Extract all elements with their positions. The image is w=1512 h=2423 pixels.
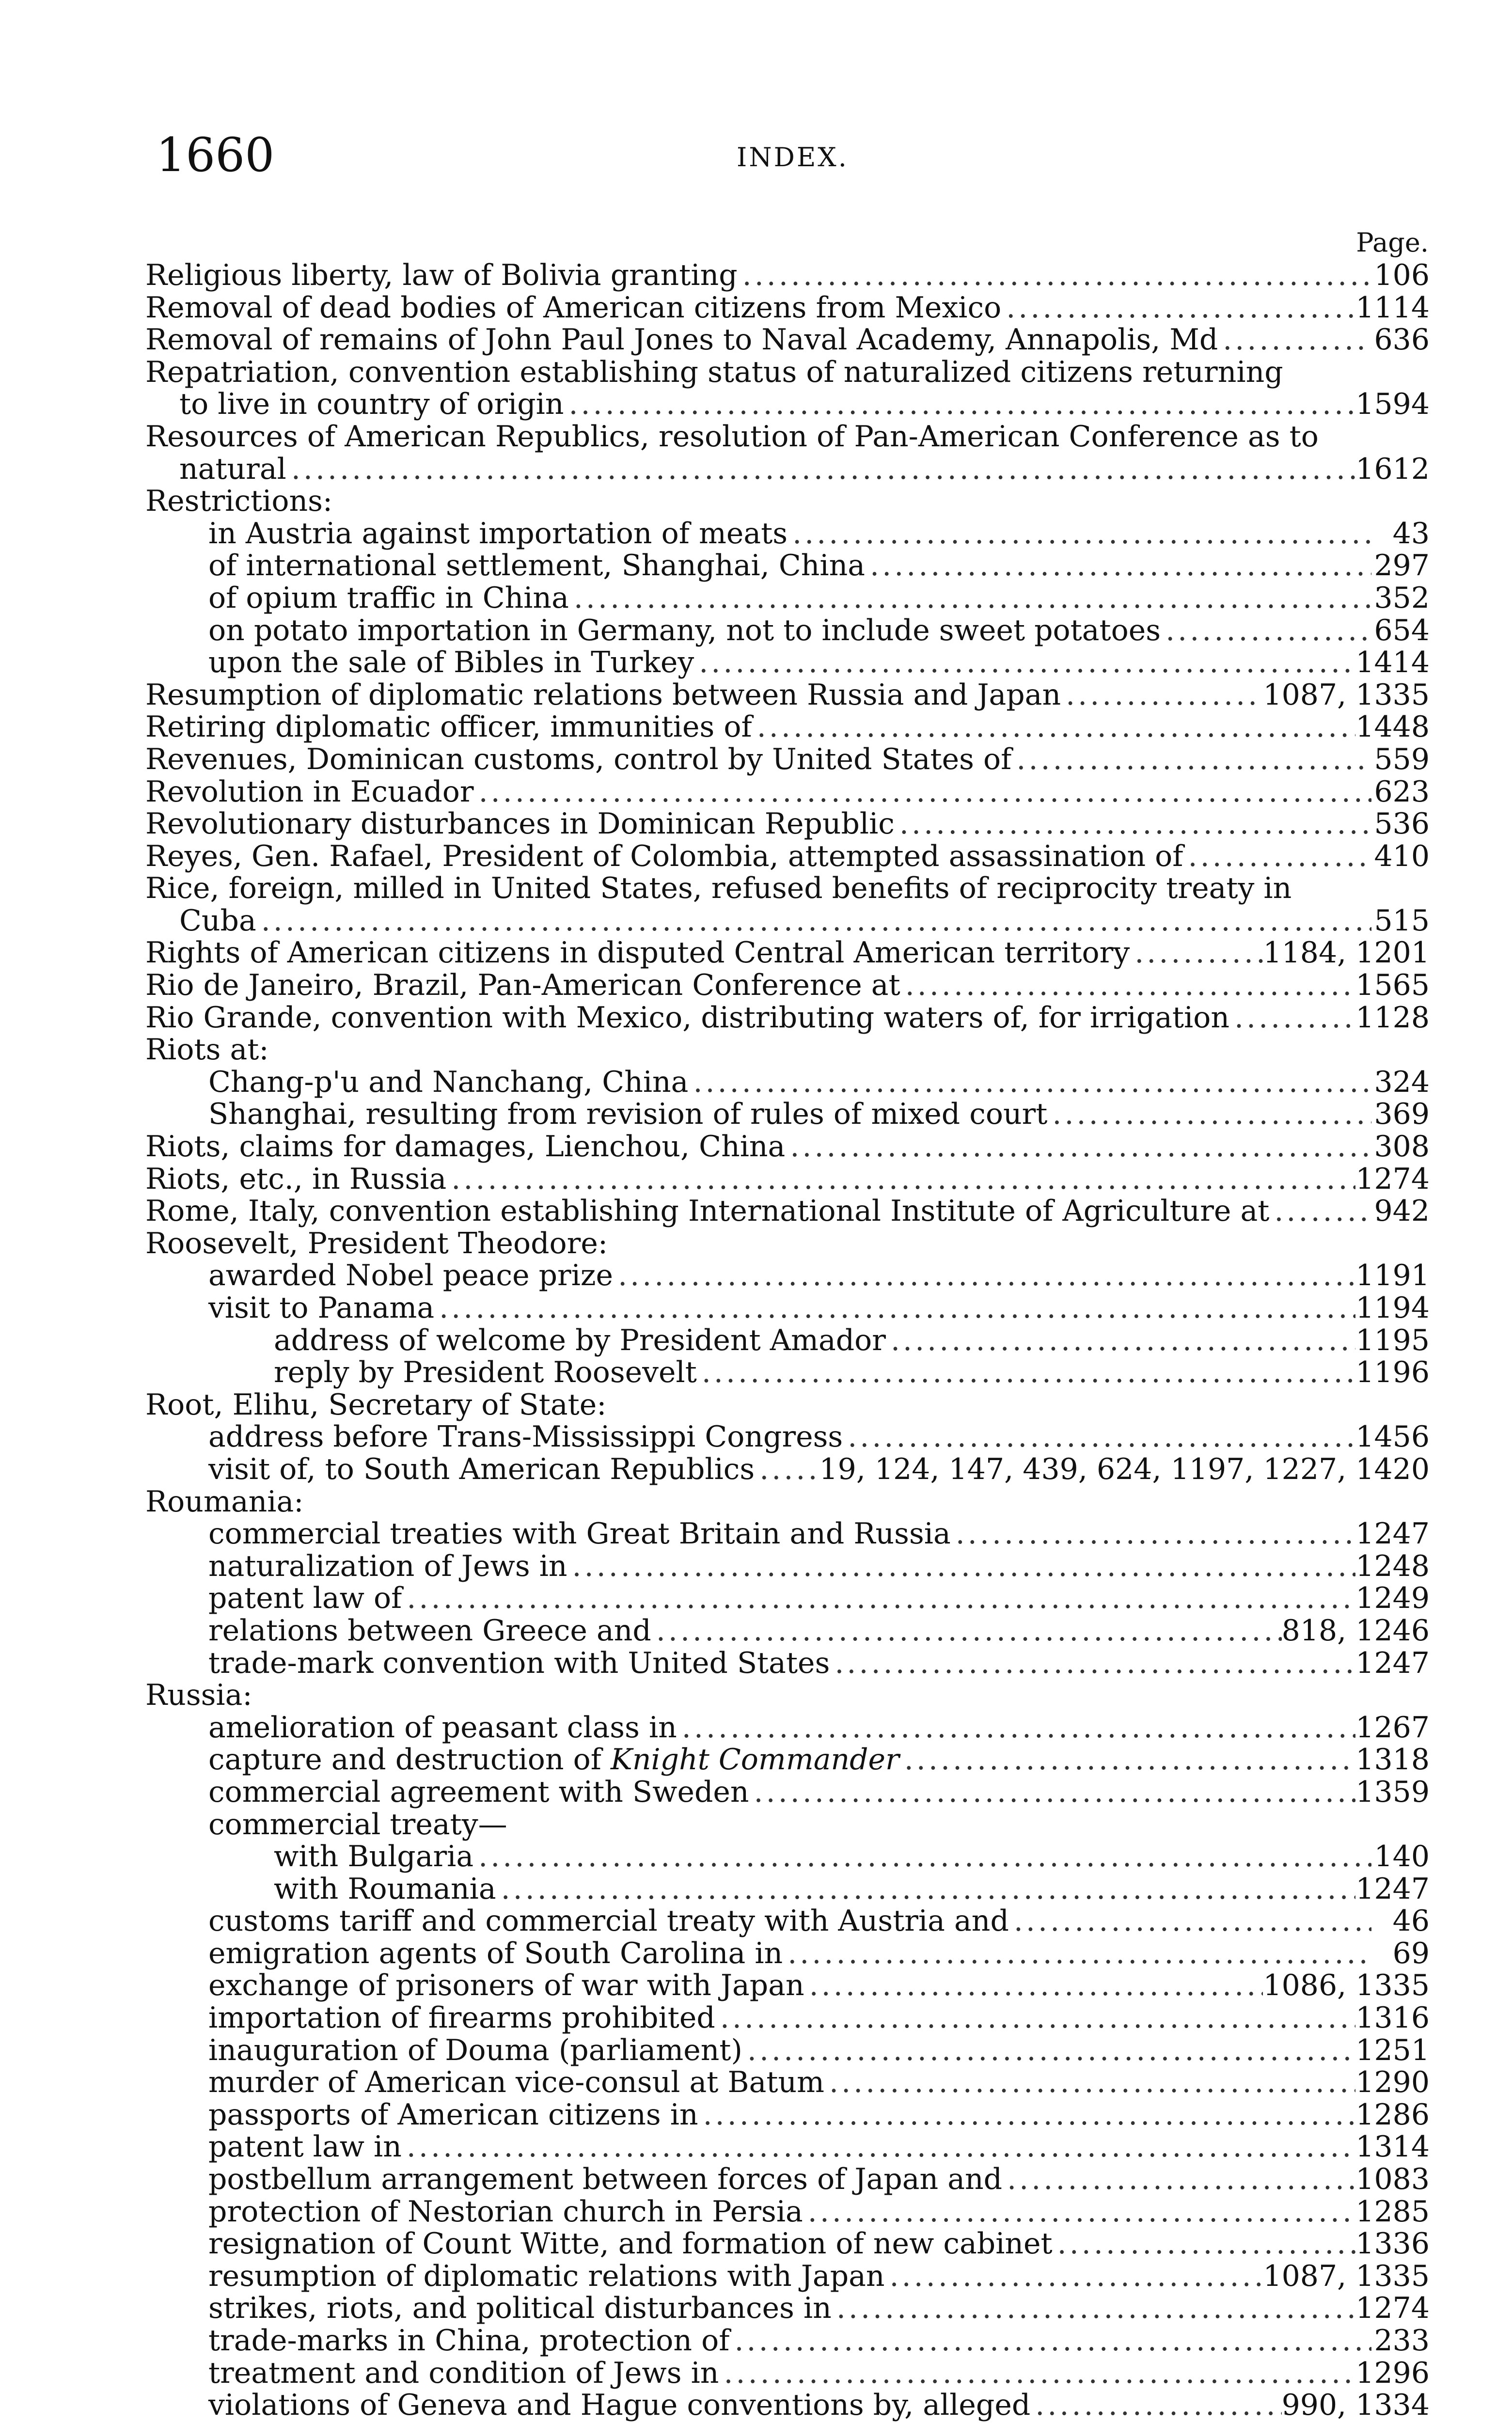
index-subentry: [145, 1582, 1430, 1615]
leader-dots: [895, 808, 1371, 840]
entry-text: Resources of American Republics, resolution of Pan-American Conference as to: [145, 419, 1319, 454]
index-subentry: [145, 646, 1430, 679]
entry-pages: 1184, 1201: [1263, 936, 1430, 970]
index-entry: [145, 840, 1430, 873]
leader-dots: [651, 1615, 1282, 1647]
index-subentry: [145, 2066, 1430, 2099]
page-number: 1660: [156, 128, 275, 182]
ship-name-italic: Knight Commander: [611, 1743, 899, 1777]
index-subentry: [145, 582, 1430, 614]
entry-pages: 1083: [1355, 2162, 1430, 2197]
entry-text: Riots, etc., in Russia: [145, 1162, 447, 1196]
entry-text: trade-marks in China, protection of: [208, 2324, 730, 2358]
index-subentry: [145, 1776, 1430, 1809]
index-entry: [145, 259, 1430, 292]
entry-pages: 1195: [1355, 1323, 1430, 1357]
index-heading: [145, 1227, 1430, 1260]
index-subentry: [145, 1647, 1430, 1680]
leader-dots: [446, 1163, 1355, 1196]
index-heading: [145, 1034, 1430, 1066]
entry-pages: 990, 1334: [1281, 2388, 1430, 2423]
entry-text: exchange of prisoners of war with Japan: [208, 1968, 804, 2003]
index-subentry: [145, 518, 1430, 550]
entry-text: upon the sale of Bibles in Turkey: [208, 645, 694, 680]
leader-dots: [286, 453, 1355, 486]
leader-dots: [783, 1937, 1371, 1970]
entry-text: Rights of American citizens in disputed Central American territory: [145, 936, 1130, 970]
entry-pages: 1128: [1355, 1000, 1430, 1035]
entry-continuation: Cuba: [179, 903, 256, 938]
entry-pages: 1359: [1355, 1775, 1430, 1809]
leader-dots: [1061, 679, 1263, 711]
entry-text: emigration agents of South Carolina in: [208, 1936, 783, 1970]
leader-dots: [951, 1518, 1356, 1550]
index-subentry: [145, 2196, 1430, 2228]
index-subentry: [145, 1550, 1430, 1583]
entry-pages: 1336: [1355, 2227, 1430, 2261]
entry-pages: 1251: [1355, 2033, 1430, 2067]
entry-text: passports of American citizens in: [208, 2097, 698, 2132]
entry-pages: 69: [1392, 1936, 1430, 1970]
entry-pages: 536: [1374, 807, 1430, 841]
heading-text: Russia:: [145, 1678, 252, 1713]
index-subentry: [145, 2260, 1430, 2293]
index-entry: [145, 776, 1430, 808]
index-subentry: [145, 1066, 1430, 1099]
entry-continuation: natural: [179, 452, 286, 486]
leader-dots: [677, 1712, 1356, 1744]
entry-pages: 308: [1374, 1130, 1430, 1164]
entry-text: Retiring diplomatic officer, immunities of: [145, 710, 752, 744]
entry-pages: 1612: [1355, 452, 1430, 486]
entry-pages: 1456: [1355, 1420, 1430, 1454]
entry-pages: 140: [1374, 1840, 1430, 1874]
index-subsubentry: [145, 1324, 1430, 1357]
page-column-label: Page.: [1356, 227, 1429, 258]
entry-text: with Bulgaria: [274, 1840, 474, 1874]
leader-dots: [697, 1356, 1355, 1389]
entry-text: Rice, foreign, milled in United States, refused benefits of reciprocity treaty in: [145, 871, 1292, 906]
leader-dots: [1053, 2228, 1356, 2260]
index-subentry: [145, 1259, 1430, 1292]
entry-pages: 410: [1374, 839, 1430, 873]
entry-text-roman: capture and destruction of: [208, 1743, 601, 1777]
leader-dots: [804, 1969, 1263, 2002]
index-entry: [145, 872, 1430, 937]
leader-dots: [402, 1582, 1355, 1615]
index-subentry: [145, 1969, 1430, 2002]
leader-dots: [715, 2002, 1355, 2034]
entry-text: postbellum arrangement between forces of Japan and: [208, 2162, 1003, 2197]
index-entry: [145, 937, 1430, 969]
entry-text: protection of Nestorian church in Persia: [208, 2194, 803, 2229]
entry-pages: 942: [1374, 1194, 1430, 1228]
heading-text: Restrictions:: [145, 484, 333, 519]
entry-text: Chang-p'u and Nanchang, China: [208, 1065, 689, 1099]
index-entry: [145, 421, 1430, 485]
entry-text: naturalization of Jews in: [208, 1549, 567, 1583]
index-subentry: [145, 550, 1430, 582]
entry-pages: 623: [1374, 774, 1430, 809]
entry-text: Removal of remains of John Paul Jones to Naval Academy, Annapolis, Md: [145, 323, 1218, 357]
entry-text: commercial agreement with Sweden: [208, 1775, 749, 1809]
index-subentry: [145, 2357, 1430, 2390]
entry-pages: 636: [1374, 323, 1430, 357]
index-subentry: [145, 2228, 1430, 2260]
entry-pages: 1087, 1335: [1263, 677, 1430, 712]
entry-text: Rome, Italy, convention establishing International Institute of Agriculture at: [145, 1194, 1270, 1228]
leader-dots: [788, 518, 1371, 550]
index-subentry: [145, 1937, 1430, 1970]
entry-pages: 1290: [1355, 2065, 1430, 2100]
entry-text: Repatriation, convention establishing status of naturalized citizens returning: [145, 355, 1283, 389]
entry-text: strikes, riots, and political disturbances in: [208, 2291, 832, 2326]
heading-text: Roosevelt, President Theodore:: [145, 1226, 608, 1260]
leader-dots: [569, 582, 1371, 614]
index-subentry: [145, 1421, 1430, 1453]
leader-dots: [824, 2066, 1355, 2099]
index-heading: [145, 1679, 1430, 1712]
entry-text: amelioration of peasant class in: [208, 1710, 677, 1745]
index-entry: [145, 969, 1430, 1002]
entry-pages: 1247: [1355, 1872, 1430, 1906]
entry-pages: 1191: [1355, 1259, 1430, 1293]
leader-dots: [1161, 614, 1371, 647]
entry-text: patent law of: [208, 1581, 402, 1616]
entry-pages: 1248: [1355, 1549, 1430, 1583]
leader-dots: [843, 1421, 1355, 1453]
index-subheading: [145, 1809, 1430, 1841]
leader-dots: [885, 2260, 1263, 2293]
leader-dots: [434, 1292, 1355, 1324]
entry-text: commercial treaties with Great Britain and Russia: [208, 1517, 951, 1551]
entry-text: visit of, to South American Republics: [208, 1452, 755, 1486]
index-subentry: [145, 2163, 1430, 2196]
entry-text: [208, 1744, 899, 1776]
leader-dots: [832, 2292, 1355, 2325]
leader-dots: [900, 969, 1356, 1002]
leader-dots: [1130, 937, 1263, 969]
page-header: [0, 0, 1512, 213]
leader-dots: [749, 1776, 1356, 1809]
index-entry: [145, 324, 1430, 356]
index-subentry: [145, 2325, 1430, 2357]
leader-dots: [755, 1453, 819, 1486]
entry-text: of opium traffic in China: [208, 581, 569, 615]
entry-pages: 654: [1374, 613, 1430, 647]
entry-text: address before Trans-Mississippi Congress: [208, 1420, 843, 1454]
leader-dots: [698, 2099, 1356, 2131]
leader-dots: [752, 711, 1356, 743]
entry-pages: 324: [1374, 1065, 1430, 1099]
index-subentry: [145, 1098, 1430, 1131]
heading-text: commercial treaty—: [208, 1807, 507, 1841]
entry-text: Revenues, Dominican customs, control by United States of: [145, 742, 1012, 776]
entry-text: Shanghai, resulting from revision of rules of mixed court: [208, 1097, 1048, 1132]
leader-dots: [1047, 1098, 1371, 1131]
leader-dots: [785, 1131, 1371, 1163]
index-subentry: [145, 1453, 1430, 1486]
entry-pages: 1274: [1355, 1162, 1430, 1196]
index-subentry: [145, 2292, 1430, 2325]
leader-dots: [886, 1324, 1355, 1357]
entry-pages: 1194: [1355, 1291, 1430, 1325]
entry-pages: 1196: [1355, 1355, 1430, 1390]
entry-pages: 43: [1392, 516, 1430, 551]
index-subentry: [145, 2389, 1430, 2422]
entry-pages: 1114: [1355, 290, 1430, 325]
entry-pages: 559: [1374, 742, 1430, 776]
entry-pages: 106: [1374, 258, 1430, 292]
index-subentry: [145, 1518, 1430, 1550]
index-entry: [145, 679, 1430, 711]
entry-pages: 1285: [1355, 2194, 1430, 2229]
entry-text: trade-mark convention with United States: [208, 1646, 830, 1680]
entry-pages: 19, 124, 147, 439, 624, 1197, 1227, 1420: [819, 1452, 1430, 1486]
leader-dots: [1229, 1002, 1355, 1034]
entry-text: resignation of Count Witte, and formation of new cabinet: [208, 2227, 1053, 2261]
entry-text: Rio Grande, convention with Mexico, distributing waters of, for irrigation: [145, 1000, 1229, 1035]
entry-text: relations between Greece and: [208, 1613, 651, 1648]
leader-dots: [402, 2131, 1355, 2163]
index-entry: [145, 356, 1430, 421]
index-heading: [145, 1389, 1430, 1421]
index-entry: [145, 743, 1430, 776]
index-subsubentry: [145, 1356, 1430, 1389]
entry-text: customs tariff and commercial treaty with Austria and: [208, 1904, 1009, 1938]
entry-text: inauguration of Douma (parliament): [208, 2033, 742, 2067]
entry-pages: 46: [1392, 1904, 1430, 1938]
index-subentry: [145, 2131, 1430, 2163]
leader-dots: [729, 2325, 1371, 2357]
leader-dots: [567, 1550, 1356, 1583]
leader-dots: [1009, 1905, 1371, 1937]
entry-pages: 352: [1374, 581, 1430, 615]
index-subentry: [145, 2099, 1430, 2131]
entry-text: awarded Nobel peace prize: [208, 1259, 614, 1293]
entry-pages: 818, 1246: [1281, 1613, 1430, 1648]
entry-pages: 297: [1374, 549, 1430, 583]
leader-dots: [694, 646, 1355, 679]
entry-text: patent law in: [208, 2130, 402, 2164]
index-entry: [145, 1195, 1430, 1227]
leader-dots: [865, 550, 1371, 582]
entry-text: with Roumania: [274, 1872, 496, 1906]
index-subentry: [145, 614, 1430, 647]
entry-text: violations of Geneva and Hague conventions by, alleged: [208, 2388, 1031, 2423]
entry-text: in Austria against importation of meats: [208, 516, 788, 551]
leader-dots: [1011, 743, 1371, 776]
entry-continuation: to live in country of origin: [179, 387, 564, 422]
entry-text: Revolution in Ecuador: [145, 774, 474, 809]
entry-pages: 1565: [1355, 968, 1430, 1003]
entry-pages: 1247: [1355, 1517, 1430, 1551]
leader-dots: [473, 1841, 1371, 1873]
entry-text: Riots, claims for damages, Lienchou, China: [145, 1130, 786, 1164]
heading-text: Roumania:: [145, 1484, 304, 1519]
index-entry: [145, 1131, 1430, 1163]
leader-dots: [564, 388, 1355, 421]
leader-dots: [830, 1647, 1355, 1680]
index-entry: [145, 292, 1430, 324]
leader-dots: [1030, 2389, 1281, 2422]
entry-text: Reyes, Gen. Rafael, President of Colombia, attempted assassination of: [145, 839, 1183, 873]
entry-text: Rio de Janeiro, Brazil, Pan-American Conference at: [145, 968, 900, 1003]
index-subsubentry: [145, 1873, 1430, 1905]
leader-dots: [1218, 324, 1371, 356]
entry-pages: 1318: [1355, 1743, 1430, 1777]
leader-dots: [742, 2034, 1355, 2067]
leader-dots: [1269, 1195, 1371, 1227]
leader-dots: [474, 776, 1371, 808]
index-entries: [145, 259, 1430, 2422]
index-entry: [145, 1002, 1430, 1034]
entry-pages: 1087, 1335: [1263, 2259, 1430, 2293]
entry-pages: 1594: [1355, 387, 1430, 422]
index-subentry: [145, 1292, 1430, 1324]
index-entry: [145, 1163, 1430, 1196]
entry-text: murder of American vice-consul at Batum: [208, 2065, 824, 2100]
index-subentry: [145, 2034, 1430, 2067]
leader-dots: [738, 259, 1371, 292]
leader-dots: [803, 2196, 1356, 2228]
entry-pages: 1448: [1355, 710, 1430, 744]
index-subsubentry: [145, 1841, 1430, 1873]
index-subentry: [145, 1712, 1430, 1744]
heading-text: Root, Elihu, Secretary of State:: [145, 1387, 607, 1422]
leader-dots: [1001, 292, 1355, 324]
entry-pages: 1286: [1355, 2097, 1430, 2132]
leader-dots: [496, 1873, 1356, 1905]
index-subentry: [145, 1615, 1430, 1647]
index-heading: [145, 1486, 1430, 1518]
entry-text: Religious liberty, law of Bolivia granting: [145, 258, 738, 292]
running-head: INDEX.: [737, 142, 849, 173]
entry-text: treatment and condition of Jews in: [208, 2356, 719, 2390]
entry-text: of international settlement, Shanghai, China: [208, 549, 866, 583]
entry-pages: 1414: [1355, 645, 1430, 680]
leader-dots: [613, 1259, 1355, 1292]
index-subentry: [145, 2002, 1430, 2034]
entry-text: on potato importation in Germany, not to include sweet potatoes: [208, 613, 1161, 647]
leader-dots: [256, 905, 1371, 937]
leader-dots: [1183, 840, 1371, 873]
leader-dots: [1002, 2163, 1355, 2196]
entry-pages: 1274: [1355, 2291, 1430, 2326]
entry-text: Resumption of diplomatic relations between Russia and Japan: [145, 677, 1061, 712]
entry-pages: 1296: [1355, 2356, 1430, 2390]
entry-text: Removal of dead bodies of American citizens from Mexico: [145, 290, 1002, 325]
entry-pages: 515: [1374, 903, 1430, 938]
entry-pages: 369: [1374, 1097, 1430, 1132]
entry-pages: 1249: [1355, 1581, 1430, 1616]
entry-pages: 1086, 1335: [1263, 1968, 1430, 2003]
leader-dots: [899, 1744, 1356, 1776]
leader-dots: [719, 2357, 1355, 2390]
entry-pages: 1314: [1355, 2130, 1430, 2164]
entry-text: importation of firearms prohibited: [208, 2001, 715, 2035]
entry-text: address of welcome by President Amador: [274, 1323, 886, 1357]
heading-text: Riots at:: [145, 1033, 269, 1067]
index-subentry: [145, 1905, 1430, 1937]
entry-text: Revolutionary disturbances in Dominican Republic: [145, 807, 895, 841]
entry-text: visit to Panama: [208, 1291, 435, 1325]
index-heading: [145, 485, 1430, 518]
entry-pages: 1267: [1355, 1710, 1430, 1745]
index-entry: [145, 808, 1430, 840]
entry-text: reply by President Roosevelt: [274, 1355, 697, 1390]
entry-pages: 1316: [1355, 2001, 1430, 2035]
entry-pages: 233: [1374, 2324, 1430, 2358]
index-entry: [145, 711, 1430, 743]
leader-dots: [688, 1066, 1371, 1099]
entry-pages: 1247: [1355, 1646, 1430, 1680]
entry-text: resumption of diplomatic relations with Japan: [208, 2259, 885, 2293]
index-subentry: [145, 1744, 1430, 1776]
